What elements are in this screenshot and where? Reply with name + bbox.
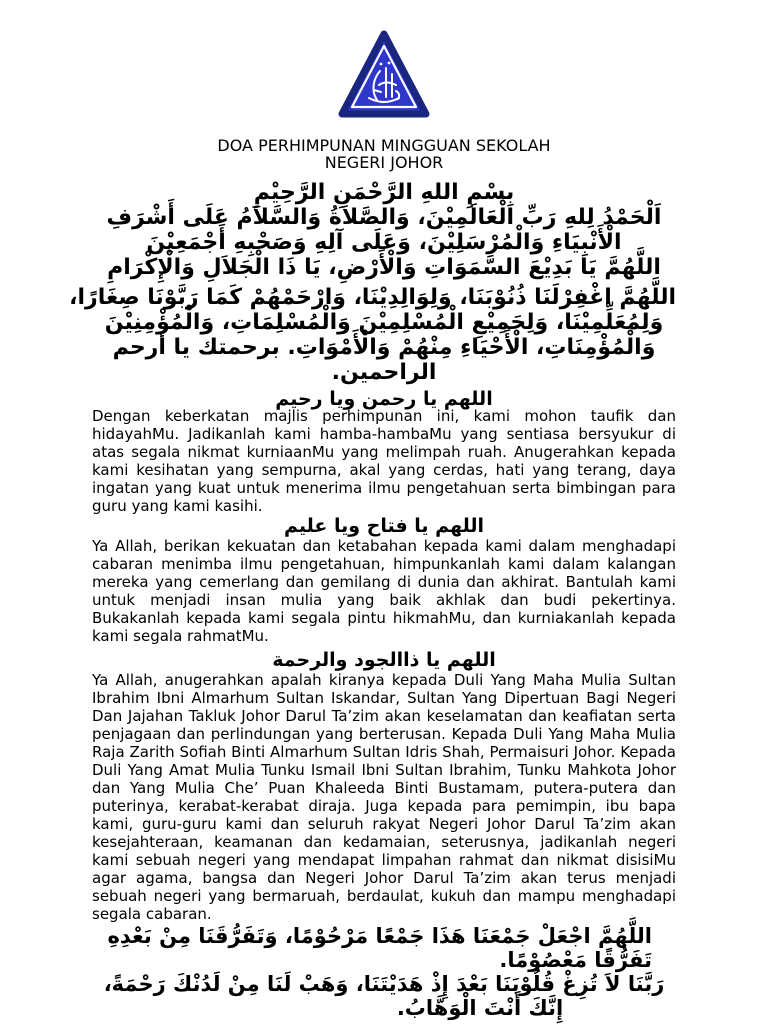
- johor-education-triangle-logo-icon: [336, 28, 432, 122]
- opening-line-4: اللَّهُمَّ يَا بَدِيْعَ السَّمَوَاتِ وَالْأَرْضِ، يَا ذَا الْجَلاَلِ وَالْإِكْرَامِ: [107, 255, 661, 280]
- istighfar-line-4: الراحمين.: [331, 360, 437, 385]
- section-heading-2: اللهم يا فتاح ويا عليم: [283, 515, 485, 537]
- opening-prayer: [92, 180, 676, 280]
- opening-line-3: الْأَنْبِيَاءِ وَالْمُرْسَلِيْنَ، وَعَلَى آلِهِ وَصَحْبِهِ أَجْمَعِيْنَ: [146, 230, 622, 255]
- title-line-2: NEGERI JOHOR: [324, 153, 444, 172]
- section-body-1: Dengan keberkatan majlis perhimpunan ini, kami mohon taufik dan hidayahMu. Jadikanlah kami hamba-hambaMu yang sentiasa bersyukur di atas segala nikmat kurniaanMu yang melimpah ruah. Anugerahkan kepada kami kesihatan yang sempurna, akal yang cerdas, hati yang terang, daya ingatan yang kuat untuk menerima ilmu pengetahuan serta bimbingan para guru yang kami kasihi.: [92, 407, 676, 515]
- section-body-3: Ya Allah, anugerahkan apalah kiranya kepada Duli Yang Maha Mulia Sultan Ibrahim Ibni Almarhum Sultan Iskandar, Sultan Yang Dipertuan Bagi Negeri Dan Jajahan Takluk Johor Darul Ta’zim akan keselamatan dan keafiatan serta penjagaan dan perlindungan yang berterusan. Kepada Duli Yang Maha Mulia Raja Zarith Sofiah Binti Almarhum Sultan Idris Shah, Permaisuri Johor. Kepada Duli Yang Amat Mulia Tunku Ismail Ibni Sultan Ibrahim, Tunku Mahkota Johor dan Yang Mulia Che’ Puan Khaleeda Binti Bustamam, putera-putera dan puterinya, kerabat-kerabat diraja. Juga kepada para pemimpin, ibu bapa kami, guru-guru kami dan seluruh rakyat Negeri Johor Darul Ta’zim akan kesejahteraan, keamanan dan kedamaian, seterusnya, jadikanlah negeri kami sebuah negeri yang mendapat limpahan rahmat dan nikmat disisiMu agar agama, bangsa dan Negeri Johor Darul Ta’zim akan terus menjadi sebuah negeri yang bermaruah, berdaulat, kukuh dan mampu menghadapi segala cabaran.: [92, 671, 676, 923]
- istighfar-line-2: وَلِمُعَلِّمِيْنَا، وَلِجَمِيْعِ الْمُسْلِمِيْنَ وَالْمُسْلِمَاتِ، وَالْمُؤْمِنِيْنَ: [104, 310, 664, 335]
- closing-line-2: تَفَرُّقًا مَعْصُوْمًا.: [499, 948, 652, 972]
- opening-line-2: اَلْحَمْدُ لِلهِ رَبِّ الْعَالَمِيْنَ، وَالصَّلاَةُ وَالسَّلاَمُ عَلَى أَشْرَفِ: [106, 205, 662, 230]
- opening-line-1: بِسْمِ اللهِ الرَّحْمَنِ الرَّحِيْمِ: [253, 180, 515, 205]
- document-title: [0, 137, 768, 171]
- title-line-1: DOA PERHIMPUNAN MINGGUAN SEKOLAH: [217, 136, 551, 155]
- istighfar-line-3: وَالْمُؤْمِنَاتِ، الْأَحْيَاءِ مِنْهُمْ وَالْأَمْوَاتِ. برحمتك يا أرحم: [112, 335, 656, 360]
- istighfar-prayer: [69, 285, 676, 385]
- section-heading-3: اللهم يا ذاالجود والرحمة: [272, 649, 496, 671]
- closing-line-3: رَبَّنَا لاَ تُزِغْ قُلُوْبَنَا بَعْدَ إِذْ هَدَيْتَنَا، وَهَبْ لَنَا مِنْ لَدُنْكَ رَحْمَةً،: [103, 972, 665, 996]
- closing-prayer: [92, 924, 676, 1020]
- istighfar-line-1: اللَّهُمَّ اغْفِرْلَنَا ذُنُوْبَنَا، وَلِوَالِدِيْنَا، وَارْحَمْهُمْ كَمَا رَبَّوْنَا صِغَارًا،: [69, 285, 676, 310]
- closing-line-1: اللَّهُمَّ اجْعَلْ جَمْعَنَا هَذَا جَمْعًا مَرْحُوْمًا، وَتَفَرُّقَنَا مِنْ بَعْدِهِ: [107, 924, 652, 948]
- section-heading-1: اللهم يا رحمن ويا رحيم: [275, 388, 493, 410]
- closing-line-4: إِنَّكَ أَنْتَ الْوَهَّابُ.: [396, 996, 564, 1020]
- section-body-2: Ya Allah, berikan kekuatan dan ketabahan kepada kami dalam menghadapi cabaran menimba ilmu pengetahuan, himpunkanlah kami dalam kalangan mereka yang cemerlang dan gemilang di dunia dan akhirat. Bantulah kami untuk menjadi insan mulia yang baik akhlak dan budi pekertinya. Bukakanlah kepada kami segala pintu hikmahMu, dan kurniakanlah kepada kami segala rahmatMu.: [92, 537, 676, 645]
